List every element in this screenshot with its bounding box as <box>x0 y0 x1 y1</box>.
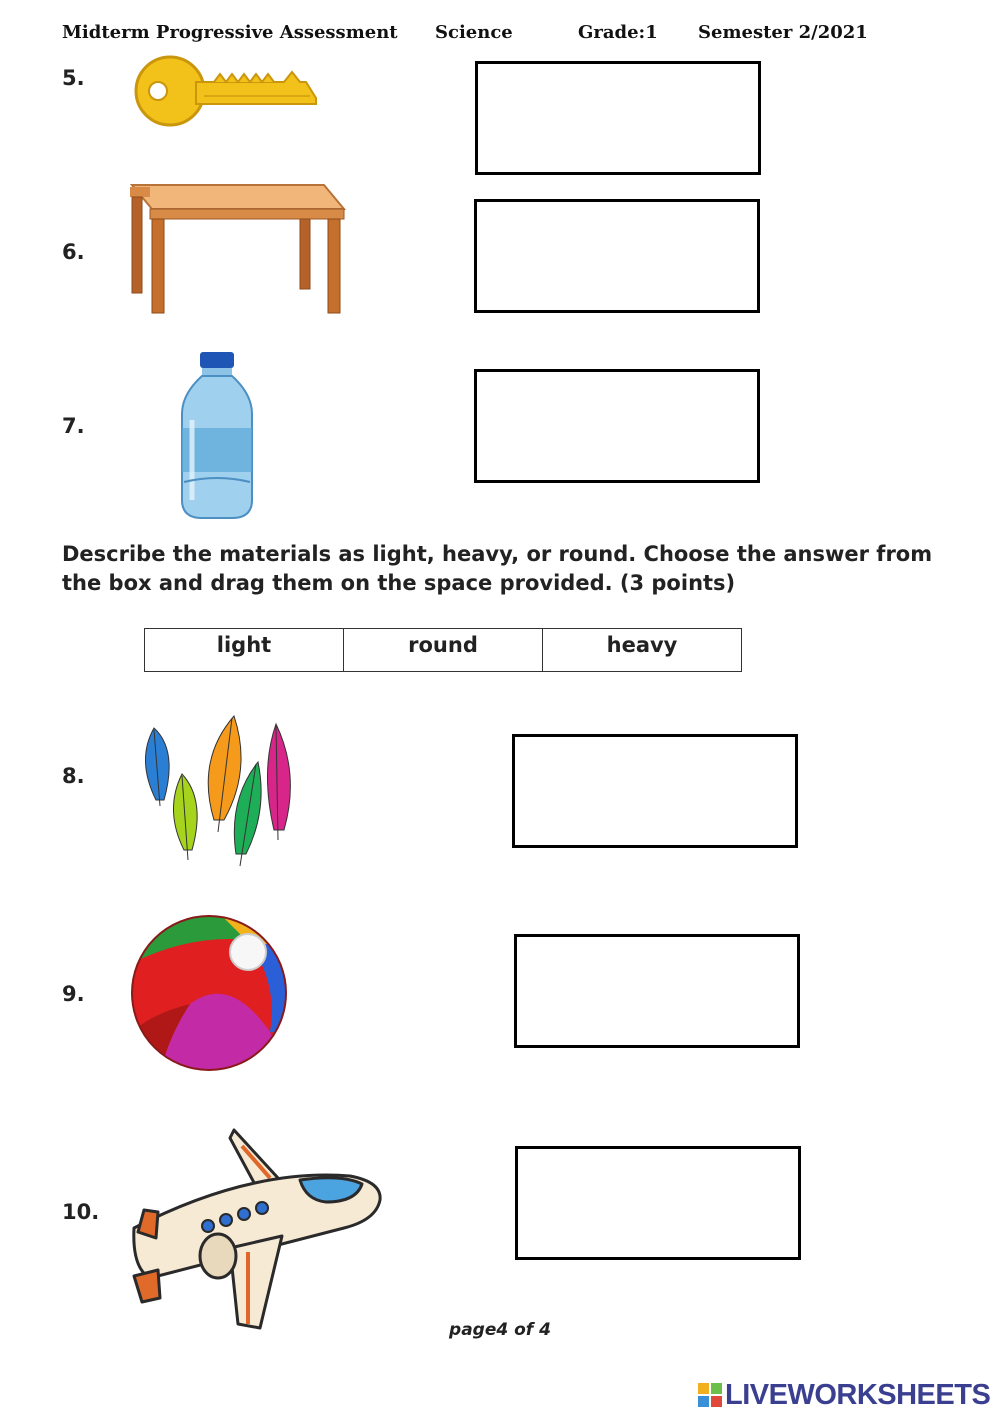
semester-label: Semester 2/2021 <box>698 22 868 43</box>
answer-box-6[interactable] <box>474 199 760 313</box>
answer-box-5[interactable] <box>475 61 761 175</box>
question-number-8: 8. <box>62 764 85 788</box>
word-bank <box>144 628 742 672</box>
page-number: page4 of 4 <box>449 1320 551 1340</box>
word-option-light[interactable]: light <box>145 629 344 671</box>
question-number-7: 7. <box>62 414 85 438</box>
grade-label: Grade:1 <box>578 22 658 43</box>
answer-box-8[interactable] <box>512 734 798 848</box>
assessment-title: Midterm Progressive Assessment <box>62 22 398 43</box>
logo-grid-icon <box>698 1383 722 1407</box>
answer-box-7[interactable] <box>474 369 760 483</box>
instructions-text: Describe the materials as light, heavy, or round. Choose the answer from the box and drag them on the space provided. (3 points) <box>62 542 933 595</box>
answer-box-10[interactable] <box>515 1146 801 1260</box>
question-number-10: 10. <box>62 1200 100 1224</box>
table-image <box>128 183 346 315</box>
question-number-5: 5. <box>62 66 85 90</box>
water-bottle-image <box>178 350 256 520</box>
airplane-image <box>130 1128 384 1332</box>
question-number-9: 9. <box>62 982 85 1006</box>
feathers-image <box>134 710 304 870</box>
word-option-heavy[interactable]: heavy <box>606 633 678 657</box>
subject-label: Science <box>435 22 513 43</box>
answer-box-9[interactable] <box>514 934 800 1048</box>
question-number-6: 6. <box>62 240 85 264</box>
liveworksheets-logo[interactable] <box>698 1378 990 1412</box>
key-image <box>134 52 319 130</box>
beach-ball-image <box>130 914 288 1072</box>
word-option-round[interactable]: round <box>344 629 543 671</box>
brand-name: LIVEWORKSHEETS <box>725 1378 991 1411</box>
